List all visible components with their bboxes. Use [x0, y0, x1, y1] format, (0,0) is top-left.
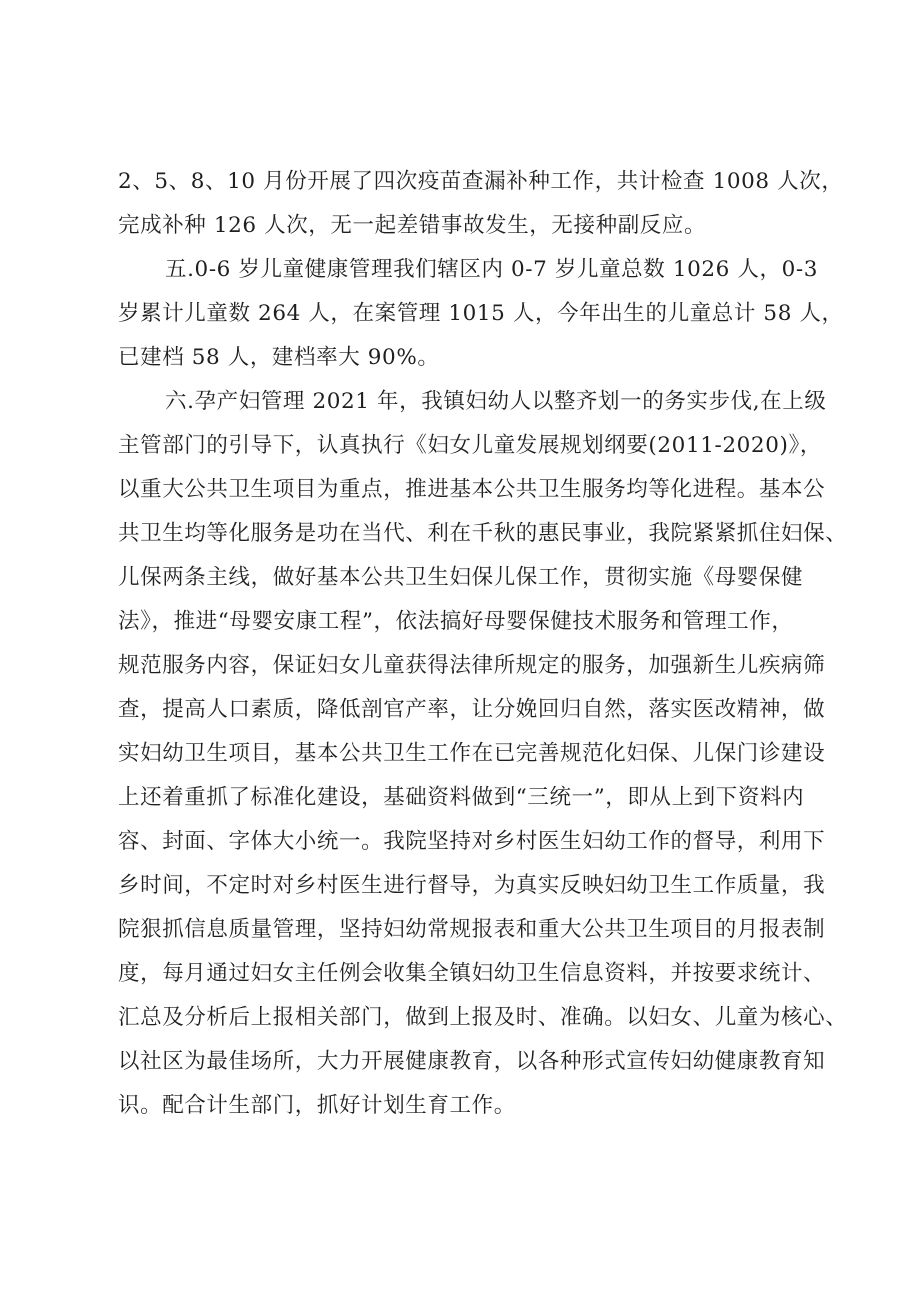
paragraph-line: 六.孕产妇管理 2021 年，我镇妇幼人以整齐划一的务实步伐,在上级: [165, 389, 827, 414]
paragraph-line: 院狠抓信息质量管理，坚持妇幼常规报表和重大公共卫生项目的月报表制: [118, 917, 826, 942]
paragraph-line: 以重大公共卫生项目为重点，推进基本公共卫生服务均等化进程。基本公: [118, 477, 826, 502]
paragraph-line: 度，每月通过妇女主任例会收集全镇妇幼卫生信息资料，并按要求统计、: [118, 961, 826, 986]
paragraph-line: 法》，推进“母婴安康工程”，依法搞好母婴保健技术服务和管理工作，: [118, 609, 794, 634]
paragraph-line: 五.0-6 岁儿童健康管理我们辖区内 0-7 岁儿童总数 1026 人，0-3: [165, 257, 818, 282]
paragraph-line: 以社区为最佳场所，大力开展健康教育，以各种形式宣传妇幼健康教育知: [118, 1049, 826, 1074]
paragraph-line: 乡时间，不定时对乡村医生进行督导，为真实反映妇幼卫生工作质量，我: [118, 873, 826, 898]
paragraph-line: 共卫生均等化服务是功在当代、利在千秋的惠民事业，我院紧紧抓住妇保、: [118, 521, 848, 546]
paragraph-line: 识。配合计生部门，抓好计划生育工作。: [118, 1093, 516, 1118]
paragraph-maternal-management: [118, 380, 848, 1128]
paragraph-line: 岁累计儿童数 264 人，在案管理 1015 人，今年出生的儿童总计 58 人，: [118, 301, 844, 326]
paragraph-line: 儿保两条主线，做好基本公共卫生妇保儿保工作，贯彻实施《母婴保健: [118, 565, 804, 590]
paragraph-child-health: [118, 248, 844, 380]
paragraph-line: 规范服务内容，保证妇女儿童获得法律所规定的服务，加强新生儿疾病筛: [118, 653, 826, 678]
paragraph-line: 完成补种 126 人次，无一起差错事故发生，无接种副反应。: [118, 213, 707, 238]
paragraph-line: 2、5、8、10 月份开展了四次疫苗查漏补种工作，共计检查 1008 人次，: [118, 169, 844, 194]
paragraph-line: 已建档 58 人，建档率大 90%。: [118, 345, 440, 370]
paragraph-line: 主管部门的引导下，认真执行《妇女儿童发展规划纲要(2011-2020)》，: [118, 433, 822, 458]
paragraph-line: 容、封面、字体大小统一。我院坚持对乡村医生妇幼工作的督导，利用下: [118, 829, 826, 854]
paragraph-vaccine-check: [118, 160, 844, 248]
paragraph-line: 上还着重抓了标准化建设，基础资料做到“三统一”，即从上到下资料内: [118, 785, 805, 810]
paragraph-line: 实妇幼卫生项目，基本公共卫生工作在已完善规范化妇保、儿保门诊建设: [118, 741, 826, 766]
paragraph-line: 查，提高人口素质，降低剖官产率，让分娩回归自然，落实医改精神，做: [118, 697, 826, 722]
paragraph-line: 汇总及分析后上报相关部门，做到上报及时、准确。以妇女、儿童为核心、: [118, 1005, 848, 1030]
